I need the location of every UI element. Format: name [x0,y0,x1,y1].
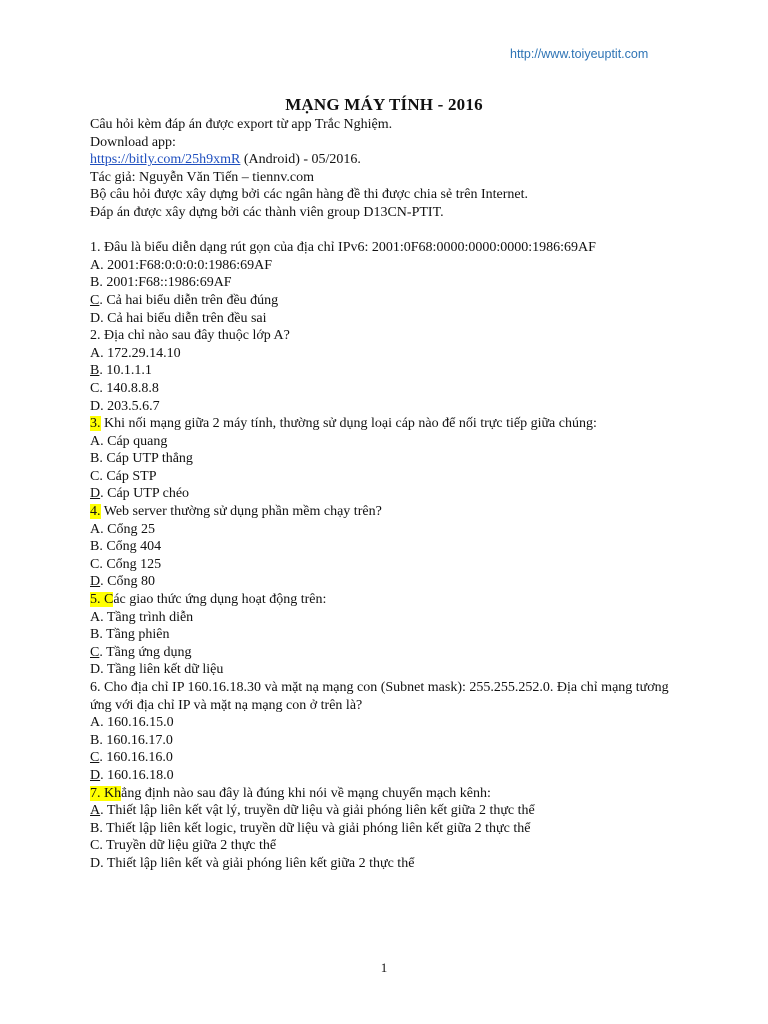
question-number: 1. [90,240,101,256]
option-letter: C [90,380,100,396]
option-text: . 10.1.1.1 [99,363,152,379]
intro-spacer [90,222,690,240]
option-text: . Cả hai biểu diễn trên đều đúng [99,292,279,308]
option-text: . Thiết lập liên kết và giải phóng liên kết giữa 2 thực thể [100,855,415,871]
option-3-a [90,433,690,451]
answer-letter: C [90,292,100,308]
option-4-b [90,538,690,556]
option-7-b [90,820,690,838]
option-text: . 172.29.14.10 [100,345,181,361]
answer-letter: D [90,486,101,502]
option-1-d [90,310,690,328]
option-letter: D [90,855,101,871]
option-6-c-answer [90,749,690,767]
option-2-b-answer [90,362,690,380]
question-number-highlighted: 7. Kh [90,785,122,801]
page-number: 1 [380,960,388,975]
question-text: ác giao thức ứng dụng hoạt động trên: [113,592,327,608]
option-letter: B [90,627,100,643]
option-text: . 2001:F68:0:0:0:0:1986:69AF [100,257,273,273]
option-text: . Tầng ứng dụng [99,644,192,660]
option-text: . 160.16.15.0 [100,715,174,731]
option-text: . Cổng 125 [99,556,162,572]
document-body [90,116,690,873]
option-2-d [90,398,690,416]
question-1 [90,239,690,257]
option-text: . Cổng 80 [100,574,155,590]
option-letter: D [90,310,101,326]
answer-letter: A [90,803,101,819]
option-letter: D [90,662,101,678]
option-7-c [90,837,690,855]
option-text: . 2001:F68::1986:69AF [99,275,232,291]
option-text: . Tầng liên kết dữ liệu [100,662,224,678]
question-2 [90,327,690,345]
option-text: . 203.5.6.7 [100,398,160,414]
option-3-c [90,468,690,486]
option-1-a [90,257,690,275]
option-text: . Thiết lập liên kết vật lý, truyền dữ liệu và giải phóng liên kết giữa 2 thực thể [100,803,535,819]
option-text: . 160.16.18.0 [100,767,174,783]
option-7-d [90,855,690,873]
download-link-suffix: (Android) - 05/2016. [240,152,361,168]
option-letter: A [90,257,101,273]
option-text: . Cả hai biểu diễn trên đều sai [100,310,267,326]
option-letter: D [90,767,101,783]
question-text: Khi nối mạng giữa 2 máy tính, thường sử dụng loại cáp nào để nối trực tiếp giữa chúng: [100,416,597,432]
document-title: MẠNG MÁY TÍNH - 2016 [285,95,483,114]
question-7 [90,785,690,803]
option-5-a [90,609,690,627]
option-6-d [90,767,690,785]
option-text: . Thiết lập liên kết logic, truyền dữ liệu và giải phóng liên kết giữa 2 thực thể [99,820,531,836]
option-text: . Truyền dữ liệu giữa 2 thực thể [99,838,277,854]
option-3-b [90,450,690,468]
option-text: . 160.16.16.0 [99,750,173,766]
option-1-c-answer [90,292,690,310]
answer-letter: B [90,363,100,379]
option-text: . Cáp STP [99,468,157,484]
intro-line-4: Bộ câu hỏi được xây dựng bởi các ngân hàng đề thi được chia sẻ trên Internet. [90,187,528,203]
intro-line-2: Download app: [90,134,176,150]
option-1-b [90,274,690,292]
option-letter: B [90,451,100,467]
option-letter: C [90,556,100,572]
option-text: . 140.8.8.8 [99,380,159,396]
answer-letter: C [90,644,100,660]
option-letter: B [90,820,100,836]
question-number-highlighted: 3. [90,416,101,432]
option-letter: B [90,275,100,291]
intro-line-5: Đáp án được xây dựng bởi các thành viên group D13CN-PTIT. [90,204,444,220]
question-text: ẳng định nào sau đây là đúng khi nói về mạng chuyển mạch kênh: [121,785,491,801]
option-text: . Cổng 25 [100,521,155,537]
option-4-a [90,521,690,539]
option-text: . Cáp quang [100,433,168,449]
intro-author: Tác giả: Nguyễn Văn Tiến – tiennv.com [90,169,314,185]
question-number: 6. [90,680,101,695]
option-2-c [90,380,690,398]
question-text: Web server thường sử dụng phần mềm chạy trên? [100,504,382,520]
question-text: Địa chỉ nào sau đây thuộc lớp A? [100,328,290,344]
option-letter: D [90,398,101,414]
question-number: 2. [90,328,101,344]
question-number-highlighted: 5. C [90,592,114,608]
option-letter: A [90,433,101,449]
option-letter: A [90,345,101,361]
option-5-b [90,626,690,644]
option-2-a [90,345,690,363]
option-letter: B [90,539,100,555]
option-4-d-answer [90,573,690,591]
download-app-link[interactable]: https://bitly.com/25h9xmR [90,152,241,168]
option-text: . Cáp UTP chéo [100,486,190,502]
intro-line-1: Câu hỏi kèm đáp án được export từ app Trắc Nghiệm. [90,117,393,132]
question-6 [90,679,690,714]
option-text: . Tầng phiên [99,627,170,643]
option-5-d [90,661,690,679]
question-number-highlighted: 4. [90,504,101,520]
option-text: . Cổng 404 [99,539,162,555]
option-6-a [90,714,690,732]
option-letter: C [90,468,100,484]
option-letter: C [90,838,100,854]
option-letter: A [90,609,101,625]
question-5 [90,591,690,609]
option-text: . 160.16.17.0 [99,732,173,748]
answer-letter: C [90,750,100,766]
question-4 [90,503,690,521]
intro-download-line [90,151,690,169]
option-4-c [90,556,690,574]
option-3-d-answer [90,485,690,503]
header-url-link[interactable]: http://www.toiyeuptit.com [510,47,649,61]
option-letter: A [90,715,101,731]
answer-letter: D [90,574,101,590]
option-text: . Cáp UTP thẳng [99,451,193,467]
option-7-a-answer [90,802,690,820]
question-text: Cho địa chỉ IP 160.16.18.30 và mặt nạ mạng con (Subnet mask): 255.255.252.0. Địa chỉ mạng tương ứng với địa chỉ IP và mặt nạ mạng con ở trên là? [90,680,669,713]
option-text: . Tầng trình diễn [100,609,194,625]
option-6-b [90,732,690,750]
option-letter: B [90,732,100,748]
question-3 [90,415,690,433]
option-letter: A [90,521,101,537]
option-5-c-answer [90,644,690,662]
question-text: Đâu là biểu diễn dạng rút gọn của địa chỉ IPv6: 2001:0F68:0000:0000:0000:1986:69AF [100,240,596,256]
